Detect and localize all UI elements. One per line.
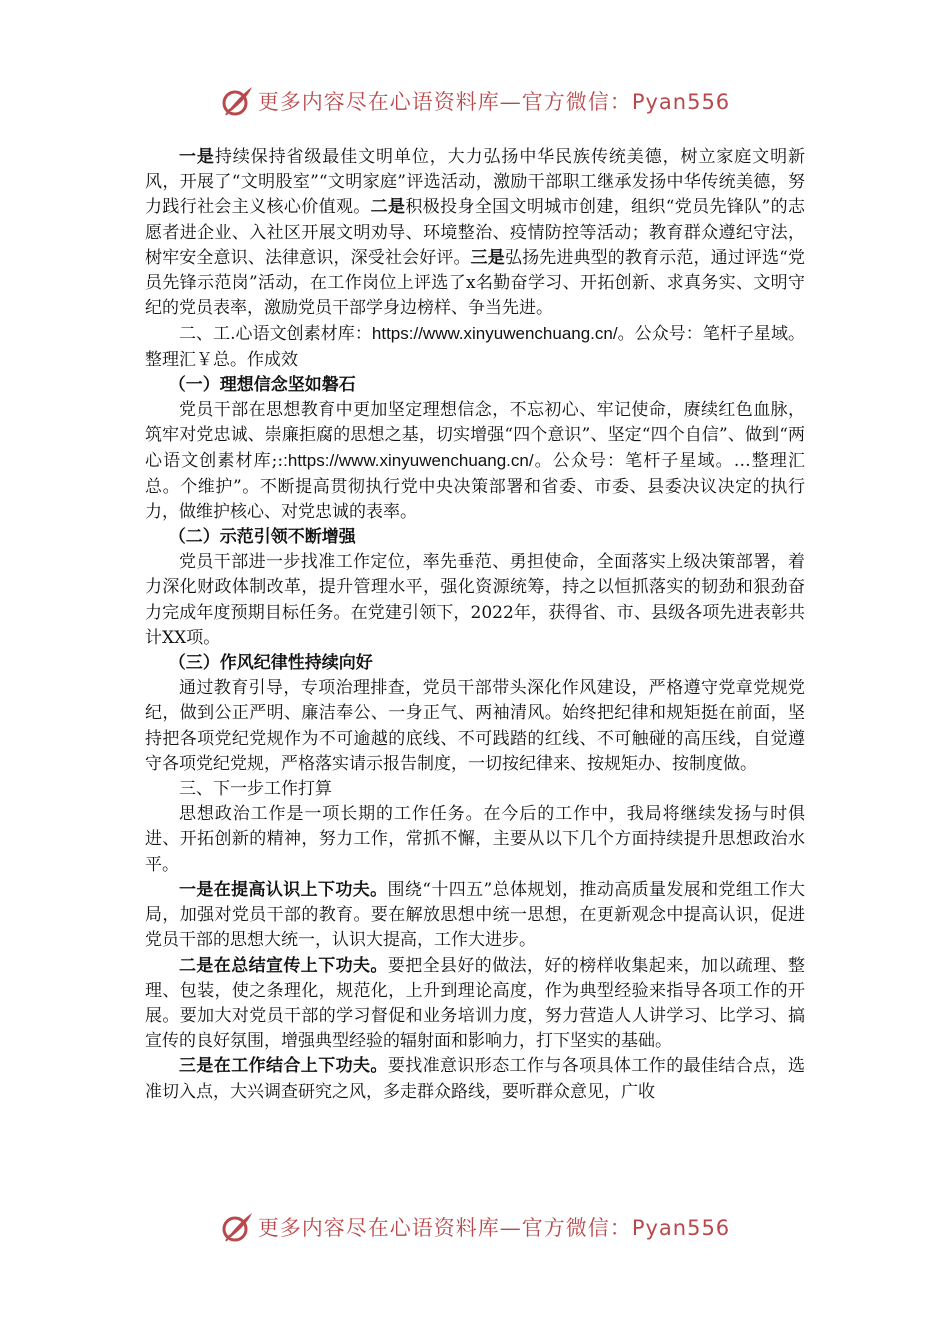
text-two: 积极投身全国文明城市创建，组织“党员先锋队”的志愿者进企业、入社区开展文明劝导、环境整治、疫情防控等活动；教育群众遵纪守法，树牢安全意识、法律意识，深受社会好评。 [145, 197, 805, 268]
paragraph-ideals [145, 398, 805, 525]
paragraph-civilization [145, 145, 805, 321]
document-body [145, 145, 805, 1105]
paragraph-leadership: 党员干部进一步找准工作定位，率先垂范、勇担使命，全面落实上级决策部署，着力深化财政体制改革，提升管理水平，强化资源统筹，持之以恒抓落实的韧劲和狠劲奋力完成年度预期目标任务。在党建引领下，2022年，获得省、市、县级各项先进表彰共计XX项。 [145, 552, 805, 648]
ideals-text-a: 党员干部在思想教育中更加坚定理想信念，不忘初心、牢记使命，赓续红色血脉，筑牢对党忠诚、崇廉拒腐的思想之基，切实增强“四个意识”、坚定“四个自信”、做到“两心语文创素材库;: [145, 400, 805, 472]
footer-banner [0, 1210, 950, 1244]
header-banner-inner [220, 84, 730, 118]
paragraph-awareness [145, 878, 805, 954]
text-three: 弘扬先进典型的教育示范，通过评选“党员先锋示范岗”活动，在工作岗位上评选了x名勤奋学习、开拓创新、求真务实、文明守纪的党员表率，激励党员干部学身边榜样、争当先进。 [145, 247, 805, 319]
banner-text [258, 86, 730, 116]
section-two-suffix: 。公众号：笔杆子星域。整理汇￥总。作成效 [145, 324, 806, 370]
integration-lead: 三是在工作结合上下功夫。 [179, 1056, 388, 1077]
quill-logo-icon [220, 84, 254, 118]
banner-handle: Pyan556 [631, 90, 731, 114]
lead-one: 一是 [179, 147, 215, 167]
lead-two: 二是 [370, 197, 406, 218]
subheading-discipline: （三）作风纪律性持续向好 [168, 653, 373, 674]
quill-logo-icon [220, 1210, 254, 1244]
banner-label: 更多内容尽在心语资料库—官方微信： [257, 1216, 632, 1240]
subheading-leadership: （二）示范引领不断增强 [168, 527, 356, 548]
section-three-heading: 三、下一步工作打算 [179, 779, 332, 800]
publicity-text: 要把全县好的做法，好的榜样收集起来，加以疏理、整理、包装，使之条理化，规范化，上升到理论高度，作为典型经验来指导各项工作的开展。要加大对党员干部的学习督促和业务培训力度，努力营造人人讲学习、比学习、搞宣传的良好氛围，增强典型经验的辐射面和影响力，打下坚实的基础。 [145, 955, 806, 1052]
footer-banner-inner [220, 1210, 730, 1244]
text-one: 持续保持省级最佳文明单位，大力弘扬中华民族传统美德，树立家庭文明新风，开展了“文明股室”“文明家庭”评选活动，激励干部职工继承发扬中华传统美德，努力践行社会主义核心价值观。 [145, 147, 806, 218]
subheading-ideals: （一）理想信念坚如磐石 [168, 374, 356, 395]
lead-three: 三是 [470, 247, 505, 268]
section-two-prefix: 二、工.心语文创素材库： [179, 324, 372, 345]
banner-label: 更多内容尽在心语资料库—官方微信： [257, 90, 632, 114]
awareness-lead: 一是在提高认识上下功夫。 [179, 879, 388, 900]
banner-text [258, 1212, 730, 1242]
publicity-lead: 二是在总结宣传上下功夫。 [179, 955, 388, 976]
ideals-watermark-url: :https://www.xinyuwenchuang.cn/ [283, 451, 534, 471]
paragraph-publicity [145, 954, 805, 1055]
paragraph-discipline: 通过教育引导，专项治理排查，党员干部带头深化作风建设，严格遵守党章党规党纪，做到公正严明、廉洁奉公、一身正气、两袖清风。始终把纪律和规矩挺在前面，坚持把各项党纪党规作为不可逾越的底线、不可践踏的红线、不可触碰的高压线，自觉遵守各项党纪党规，严格落实请示报告制度，一切按纪律来、按规矩办、按制度做。 [145, 678, 805, 774]
section-two-heading [145, 321, 805, 372]
awareness-text: 围绕“十四五”总体规划，推动高质量发展和党组工作大局，加强对党员干部的教育。要在解放思想中统一思想，在更新观念中提高认识，促进党员干部的思想大统一，认识大提高，工作大进步。 [145, 879, 806, 951]
banner-handle: Pyan556 [631, 1216, 731, 1240]
paragraph-integration [145, 1054, 805, 1104]
watermark-url: https://www.xinyuwenchuang.cn/ [371, 324, 618, 344]
header-banner [0, 84, 950, 118]
paragraph-next-steps: 思想政治工作是一项长期的工作任务。在今后的工作中，我局将继续发扬与时俱进、开拓创新的精神，努力工作，常抓不懈，主要从以下几个方面持续提升思想政治水平。 [145, 804, 805, 875]
ideals-text-b: 。公众号：笔杆子星域。…整理汇总。个维护”。不断提高贯彻执行党中央决策部署和省委、市委、县委决议决定的执行力，做维护核心、对党忠诚的表率。 [145, 451, 806, 522]
integration-text: 要找准意识形态工作与各项具体工作的最佳结合点，选准切入点，大兴调查研究之风，多走群众路线，要听群众意见，广收 [145, 1056, 806, 1102]
